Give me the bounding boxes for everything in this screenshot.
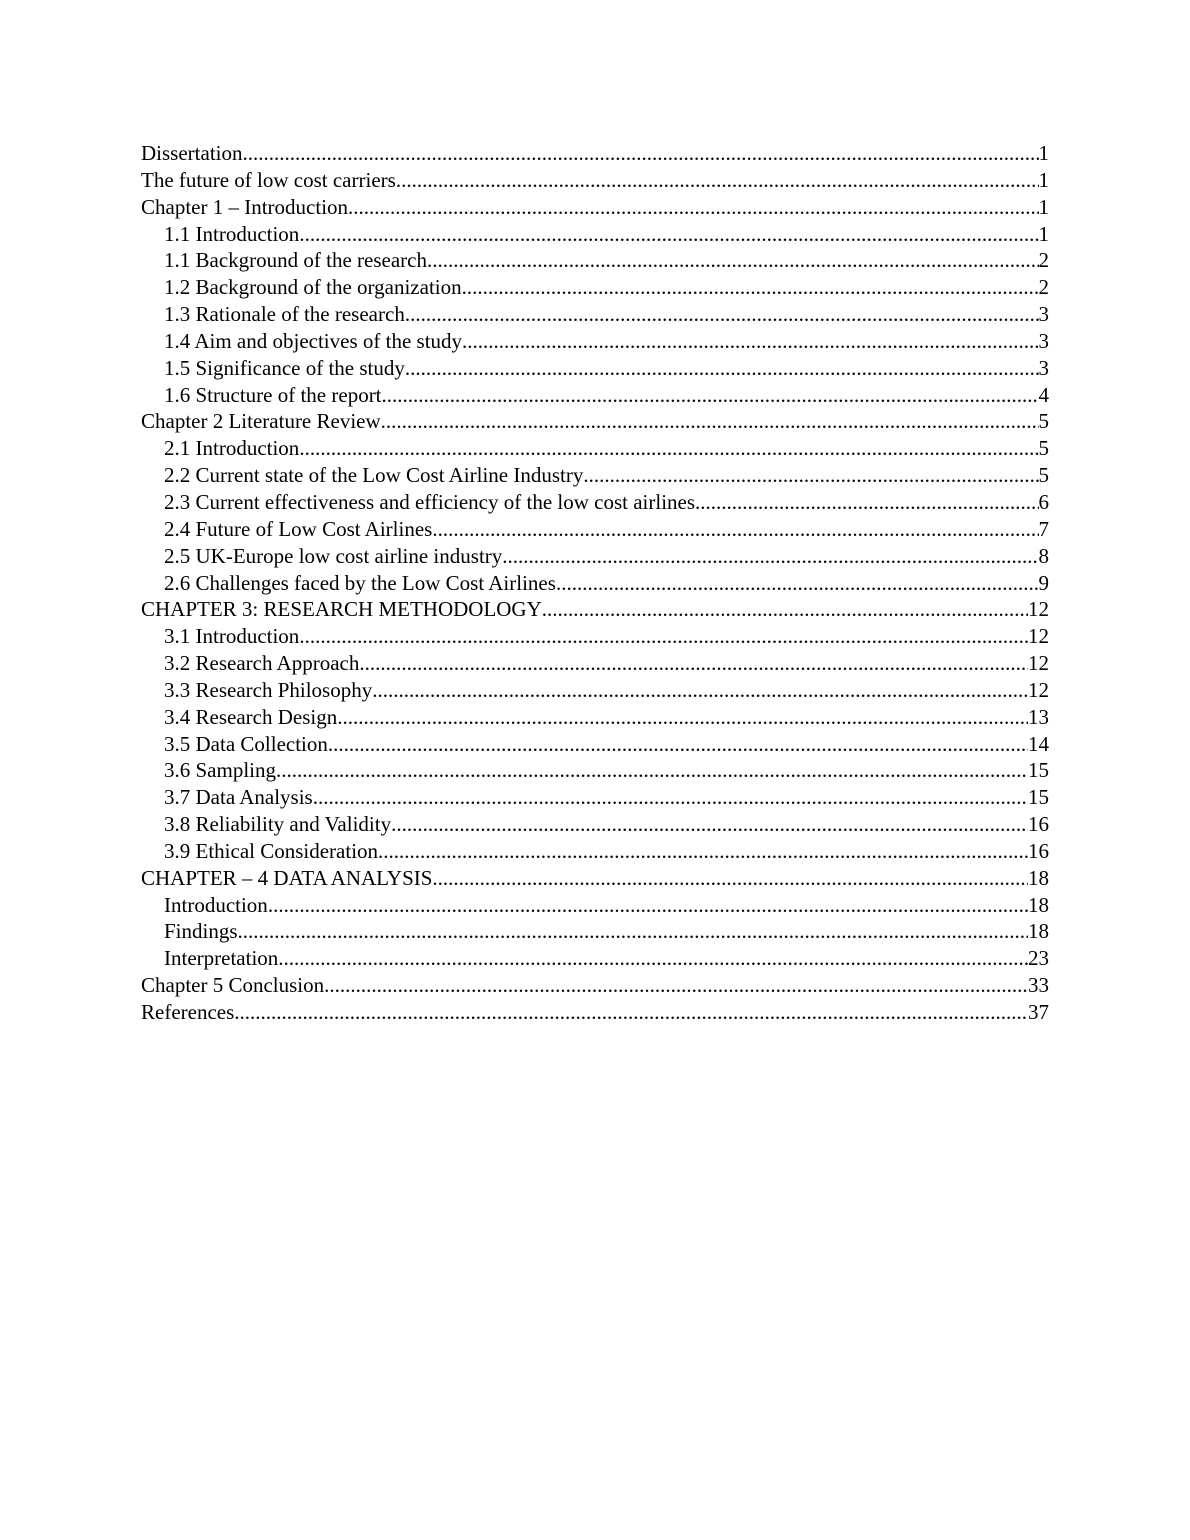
- toc-entry[interactable]: [141, 435, 1049, 462]
- toc-entry-title: 1.4 Aim and objectives of the study: [164, 328, 463, 353]
- toc-entry[interactable]: [141, 704, 1049, 731]
- toc-entry-page: 1: [1038, 141, 1049, 165]
- toc-entry-page: 12: [1028, 624, 1049, 649]
- toc-entry-page: 2: [1038, 248, 1049, 273]
- toc-entry-title: Introduction: [164, 892, 268, 917]
- toc-entry-page: 37: [1028, 1000, 1049, 1024]
- toc-entry[interactable]: [141, 247, 1049, 274]
- toc-entry[interactable]: [141, 731, 1049, 758]
- toc-entry-page: 6: [1038, 489, 1049, 514]
- toc-entry-page: 5: [1038, 436, 1049, 461]
- toc-dot-leader: [382, 382, 1039, 409]
- toc-dot-leader: [462, 328, 1038, 355]
- toc-dot-leader: [556, 570, 1039, 597]
- toc-dot-leader: [242, 140, 1038, 167]
- toc-entry[interactable]: [141, 489, 1049, 516]
- toc-dot-leader: [396, 167, 1039, 194]
- toc-dot-leader: [313, 784, 1028, 811]
- toc-entry-title: Interpretation: [164, 946, 279, 971]
- toc-entry-page: 12: [1028, 651, 1049, 676]
- toc-entry-page: 8: [1038, 543, 1049, 568]
- toc-entry[interactable]: [141, 462, 1049, 489]
- toc-dot-leader: [337, 704, 1028, 731]
- toc-dot-leader: [381, 408, 1039, 435]
- toc-dot-leader: [427, 247, 1039, 274]
- toc-entry-page: 1: [1038, 221, 1049, 246]
- toc-entry-title: Chapter 2 Literature Review: [141, 409, 381, 434]
- toc-entry[interactable]: [141, 757, 1049, 784]
- toc-entry[interactable]: [141, 623, 1049, 650]
- toc-entry[interactable]: [141, 355, 1049, 382]
- toc-entry[interactable]: [141, 274, 1049, 301]
- toc-entry[interactable]: [141, 570, 1049, 597]
- toc-entry[interactable]: [141, 972, 1049, 999]
- toc-entry-title: 1.5 Significance of the study: [164, 355, 405, 380]
- toc-entry-title: Chapter 1 – Introduction: [141, 194, 349, 219]
- toc-entry[interactable]: [141, 838, 1049, 865]
- toc-entry-title: Dissertation: [141, 141, 243, 165]
- toc-entry-page: 16: [1028, 812, 1049, 837]
- toc-entry-page: 1: [1038, 194, 1049, 219]
- toc-entry-title: 3.6 Sampling: [164, 758, 277, 783]
- toc-entry-page: 7: [1038, 516, 1049, 541]
- toc-entry[interactable]: [141, 382, 1049, 409]
- toc-entry-page: 4: [1038, 382, 1049, 407]
- toc-entry-title: 3.4 Research Design: [164, 704, 338, 729]
- toc-entry[interactable]: [141, 140, 1049, 167]
- toc-dot-leader: [299, 221, 1038, 248]
- toc-entry-title: 2.3 Current effectiveness and efficiency of the low cost airlines: [164, 489, 696, 514]
- toc-dot-leader: [391, 811, 1028, 838]
- toc-entry[interactable]: [141, 543, 1049, 570]
- toc-entry-page: 5: [1038, 409, 1049, 434]
- toc-entry-title: 2.6 Challenges faced by the Low Cost Airlines: [164, 570, 556, 595]
- toc-entry-page: 13: [1028, 704, 1049, 729]
- toc-entry-title: 1.1 Background of the research: [164, 248, 427, 273]
- toc-entry-page: 9: [1038, 570, 1049, 595]
- toc-dot-leader: [276, 757, 1028, 784]
- toc-entry-page: 1: [1038, 167, 1049, 192]
- toc-entry-page: 18: [1028, 892, 1049, 917]
- toc-entry-title: 3.9 Ethical Consideration: [164, 838, 379, 863]
- toc-dot-leader: [542, 596, 1028, 623]
- toc-entry[interactable]: [141, 918, 1049, 945]
- toc-dot-leader: [278, 945, 1028, 972]
- toc-entry[interactable]: [141, 408, 1049, 435]
- toc-entry-page: 3: [1038, 302, 1049, 327]
- toc-entry[interactable]: [141, 194, 1049, 221]
- toc-dot-leader: [462, 274, 1039, 301]
- toc-entry-title: Findings: [164, 919, 238, 944]
- toc-dot-leader: [372, 677, 1028, 704]
- toc-entry-title: 3.5 Data Collection: [164, 731, 328, 756]
- toc-dot-leader: [359, 650, 1028, 677]
- toc-entry[interactable]: [141, 677, 1049, 704]
- toc-entry-title: 3.8 Reliability and Validity: [164, 812, 392, 837]
- toc-entry-title: 1.3 Rationale of the research: [164, 302, 405, 327]
- toc-dot-leader: [502, 543, 1038, 570]
- toc-entry-title: 2.4 Future of Low Cost Airlines: [164, 516, 433, 541]
- toc-entry-title: The future of low cost carriers: [141, 167, 396, 192]
- toc-dot-leader: [234, 999, 1028, 1026]
- toc-entry-title: 3.7 Data Analysis: [164, 785, 313, 810]
- toc-entry-title: CHAPTER 3: RESEARCH METHODOLOGY: [141, 597, 542, 622]
- toc-entry-title: 3.2 Research Approach: [164, 651, 360, 676]
- toc-entry-title: References: [141, 1000, 235, 1024]
- toc-entry-page: 12: [1028, 677, 1049, 702]
- toc-entry-page: 2: [1038, 275, 1049, 300]
- toc-entry-page: 16: [1028, 838, 1049, 863]
- toc-dot-leader: [583, 462, 1038, 489]
- toc-dot-leader: [405, 301, 1039, 328]
- toc-entry-title: 1.2 Background of the organization: [164, 275, 462, 300]
- toc-entry[interactable]: [141, 167, 1049, 194]
- toc-entry-page: 23: [1028, 946, 1049, 971]
- toc-entry[interactable]: [141, 650, 1049, 677]
- toc-entry-page: 33: [1028, 973, 1049, 998]
- toc-entry-title: 3.3 Research Philosophy: [164, 677, 373, 702]
- toc-entry[interactable]: [141, 328, 1049, 355]
- toc-dot-leader: [299, 623, 1028, 650]
- toc-dot-leader: [432, 865, 1028, 892]
- toc-entry-title: Chapter 5 Conclusion: [141, 973, 325, 998]
- toc-entry-title: 2.5 UK-Europe low cost airline industry: [164, 543, 503, 568]
- table-of-contents: [141, 140, 1049, 1026]
- toc-dot-leader: [378, 838, 1028, 865]
- toc-dot-leader: [432, 516, 1038, 543]
- toc-entry-page: 3: [1038, 355, 1049, 380]
- toc-entry[interactable]: [141, 301, 1049, 328]
- toc-dot-leader: [268, 892, 1028, 919]
- toc-dot-leader: [348, 194, 1038, 221]
- toc-entry-page: 15: [1028, 785, 1049, 810]
- toc-entry-title: 2.2 Current state of the Low Cost Airline Industry: [164, 463, 584, 488]
- toc-entry[interactable]: [141, 865, 1049, 892]
- toc-entry-page: 18: [1028, 919, 1049, 944]
- toc-entry[interactable]: [141, 892, 1049, 919]
- toc-entry-title: 1.1 Introduction: [164, 221, 300, 246]
- toc-entry-page: 18: [1028, 865, 1049, 890]
- toc-dot-leader: [328, 731, 1028, 758]
- toc-entry[interactable]: [141, 784, 1049, 811]
- toc-entry-page: 15: [1028, 758, 1049, 783]
- toc-entry-page: 5: [1038, 463, 1049, 488]
- toc-entry-title: CHAPTER – 4 DATA ANALYSIS: [141, 865, 433, 890]
- toc-entry-title: 2.1 Introduction: [164, 436, 300, 461]
- toc-entry-title: 1.6 Structure of the report: [164, 382, 382, 407]
- toc-entry[interactable]: [141, 811, 1049, 838]
- toc-entry-page: 12: [1028, 597, 1049, 622]
- toc-entry[interactable]: [141, 945, 1049, 972]
- toc-entry-title: 3.1 Introduction: [164, 624, 300, 649]
- toc-entry-page: 14: [1028, 731, 1049, 756]
- toc-dot-leader: [238, 918, 1028, 945]
- toc-entry-page: 3: [1038, 328, 1049, 353]
- toc-entry[interactable]: [141, 516, 1049, 543]
- toc-dot-leader: [695, 489, 1038, 516]
- toc-dot-leader: [405, 355, 1039, 382]
- toc-dot-leader: [324, 972, 1028, 999]
- toc-entry[interactable]: [141, 221, 1049, 248]
- toc-entry[interactable]: [141, 999, 1049, 1026]
- toc-entry[interactable]: [141, 596, 1049, 623]
- toc-dot-leader: [299, 435, 1038, 462]
